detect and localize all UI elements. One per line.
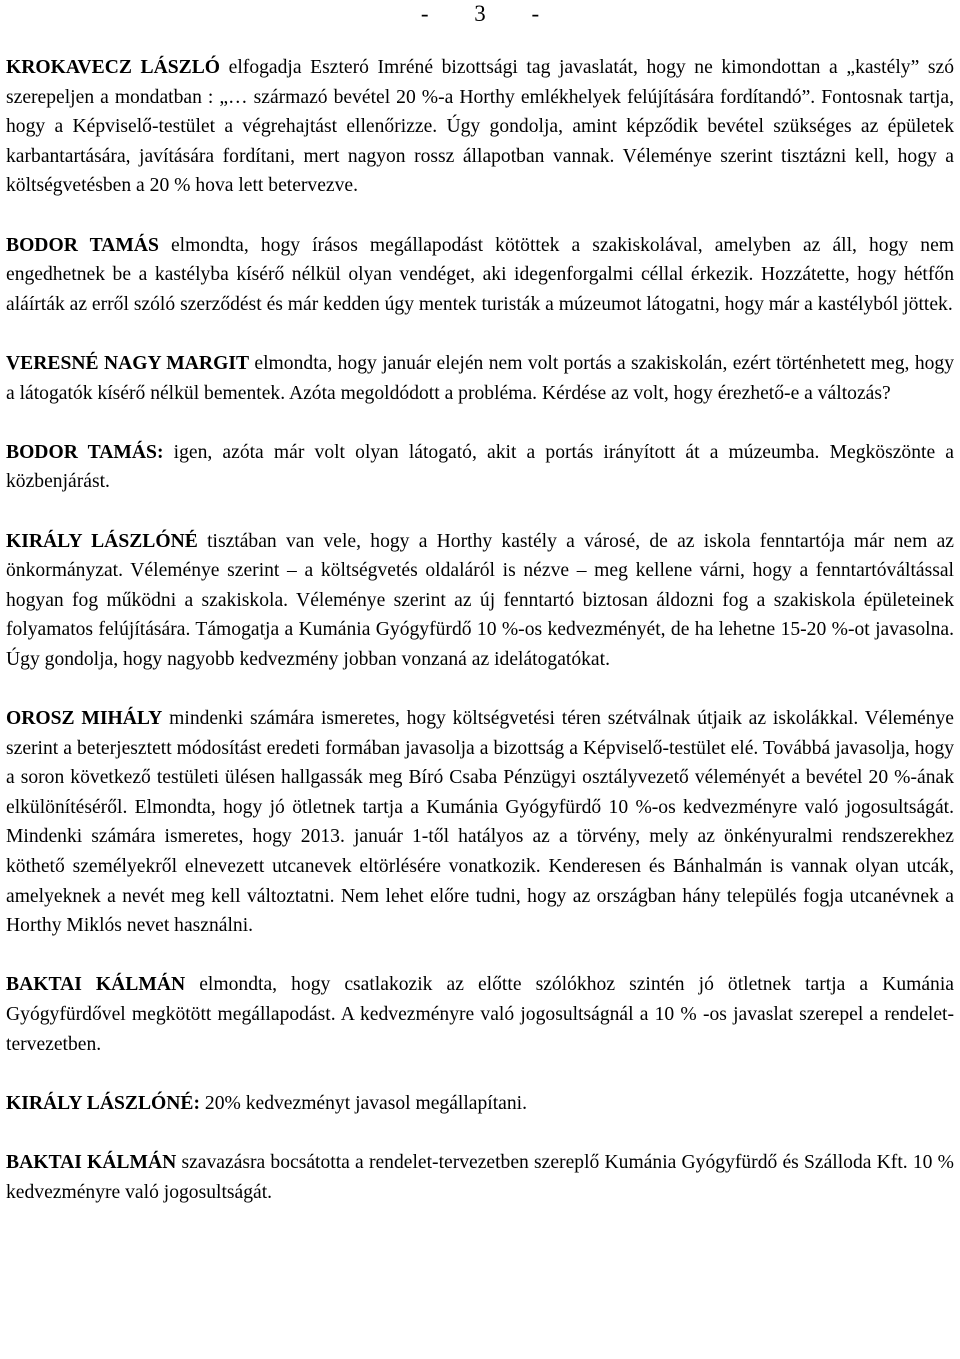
paragraph-bodor-2 (6, 438, 954, 497)
paragraph-baktai-2 (6, 1148, 954, 1207)
paragraph-text: elfogadja Eszteró Imréné bizottsági tag javaslatát, hogy ne kimondottan a „kastély” szó szerepeljen a mondatban : „… származó bevétel 20 %-a Horthy emlékhelyek felújítására fordítandó”. Fontosnak tartja, hogy a Képviselő-testület a végrehajtást ellenőrizze. Úgy gondolja, amint képződik bevétel szükséges az épületek karbantartására, javítására fordítani, mert nagyon rossz állapotban vannak. Véleménye szerint tisztázni kell, hogy a költségvetésben a 20 % hova lett betervezve. (6, 57, 954, 197)
speaker-name: KROKAVECZ LÁSZLÓ (6, 57, 221, 78)
paragraph-baktai-1 (6, 970, 954, 1059)
speaker-name: KIRÁLY LÁSZLÓNÉ (6, 530, 198, 552)
paragraph-veresne (6, 349, 954, 408)
speaker-name: BODOR TAMÁS (6, 234, 159, 256)
speaker-name: BAKTAI KÁLMÁN (6, 1151, 177, 1173)
speaker-name: OROSZ MIHÁLY (6, 708, 163, 730)
paragraph-krokavecz (6, 53, 954, 201)
speaker-name: KIRÁLY LÁSZLÓNÉ: (6, 1092, 200, 1114)
page-number: - 3 - (420, 1, 540, 26)
paragraph-orosz (6, 704, 954, 941)
paragraph-kiraly-2 (6, 1089, 954, 1119)
paragraph-text: mindenki számára ismeretes, hogy költségvetési téren szétválnak útjaik az iskolákkal. Véleménye szerint a beterjesztett módosítást eredeti formában javasolja a bizottság a Képviselő-testület elé. Továbbá javasolja, hogy a soron következő testületi ülésen hallgassák meg Bíró Csaba Pénzügyi osztályvezető véleményét a bevétel 20 %-ának elkülönítéséről. Elmondta, hogy jó ötletnek tartja a Kumánia Gyógyfürdő 10 %-os kedvezményre való jogosultságát. Mindenki számára ismeretes, hogy 2013. január 1-től hatályos az a törvény, mely az önkényuralmi rendszerekhez köthető személyekről elnevezett utcanevek eltörlésére vonatkozik. Kenderesen és Bánhalmán is vannak olyan utcák, amelyeknek a nevét meg kell változtatni. Nem lehet előre tudni, hogy az országban hány település fogja utcanévnek a Horthy Miklós nevet használni. (6, 708, 954, 937)
document-body (6, 53, 954, 1237)
speaker-name: VERESNÉ NAGY MARGIT (6, 352, 250, 374)
paragraph-text: igen, azóta már volt olyan látogató, akit a portás irányított át a múzeumba. Megköszönte a közbenjárást. (6, 441, 954, 493)
speaker-name: BAKTAI KÁLMÁN (6, 974, 186, 996)
paragraph-text: 20% kedvezményt javasol megállapítani. (200, 1092, 527, 1114)
paragraph-text: elmondta, hogy csatlakozik az előtte szólókhoz szintén jó ötletnek tartja a Kumánia Gyógyfürdővel megkötött megállapodást. A kedvezményre való jogosultságnál a 10 % -os javaslat szerepel a rendelet-tervezetben. (6, 974, 954, 1055)
paragraph-kiraly-1 (6, 527, 954, 675)
paragraph-text: szavazásra bocsátotta a rendelet-tervezetben szereplő Kumánia Gyógyfürdő és Szálloda Kft. 10 % kedvezményre való jogosultságát. (6, 1151, 954, 1203)
speaker-name: BODOR TAMÁS: (6, 441, 164, 463)
paragraph-text: elmondta, hogy január elején nem volt portás a szakiskolán, ezért történhetett meg, hogy a látogatók kísérő nélkül bementek. Azóta megoldódott a probléma. Kérdése az volt, hogy érezhető-e a változás? (6, 352, 955, 404)
paragraph-bodor-1 (6, 231, 954, 320)
paragraph-text: tisztában van vele, hogy a Horthy kastély a városé, de az iskola fenntartója már nem az önkormányzat. Véleménye szerint – a költségvetés oldaláról is nézve – meg kellene várni, hogy a fenntartóváltással hogyan fog működni a szakiskola. Véleménye szerint az új fenntartó biztosan áldozni fog a szakiskola épületeinek folyamatos felújítására. Támogatja a Kumánia Gyógyfürdő 10 %-os kedvezményét, de ha lehetne 15-20 %-ot javasolna. Úgy gondolja, hogy nagyobb kedvezmény jobban vonzaná az idelátogatókat. (6, 530, 954, 670)
paragraph-text: elmondta, hogy írásos megállapodást kötöttek a szakiskolával, amelyben az áll, hogy nem engedhetnek be a kastélyba kísérő nélkül olyan vendéget, aki idegenforgalmi céllal érkezik. Hozzátette, hogy hétfőn aláírták az erről szóló szerződést és már kedden úgy mentek turisták a múzeumot látogatni, hogy már a kastélyból jöttek. (6, 234, 955, 315)
